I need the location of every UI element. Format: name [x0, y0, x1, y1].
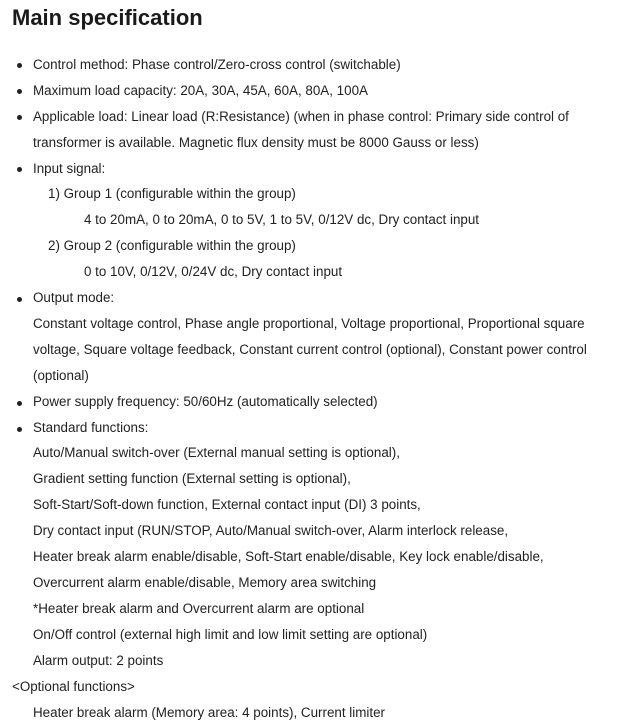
spec-standard-item: Soft-Start/Soft-down function, External contact input (DI) 3 points, [33, 497, 421, 512]
spec-output-mode-line3: (optional) [33, 368, 89, 383]
bullet-dot [17, 115, 22, 120]
spec-standard-item: On/Off control (external high limit and low limit setting are optional) [33, 627, 428, 642]
spec-group1-label: 1) Group 1 (configurable within the group) [48, 186, 296, 201]
spec-applicable-load: Applicable load: Linear load (R:Resistance) (when in phase control: Primary side control of [33, 109, 569, 124]
bullet-dot [17, 427, 22, 432]
bullet-dot [17, 401, 22, 406]
spec-output-mode-line1: Constant voltage control, Phase angle proportional, Voltage proportional, Proportional square [33, 316, 585, 331]
spec-optional-header: <Optional functions> [12, 679, 135, 694]
spec-standard-item: Gradient setting function (External setting is optional), [33, 471, 351, 486]
spec-power-frequency: Power supply frequency: 50/60Hz (automatically selected) [33, 394, 378, 409]
spec-applicable-load-cont: transformer is available. Magnetic flux density must be 8000 Gauss or less) [33, 135, 479, 150]
spec-control-method: Control method: Phase control/Zero-cross control (switchable) [33, 57, 401, 72]
spec-output-mode: Output mode: [33, 290, 115, 305]
spec-standard-item: Auto/Manual switch-over (External manual setting is optional), [33, 445, 400, 460]
bullet-dot [17, 167, 22, 172]
bullet-dot [17, 297, 22, 302]
spec-standard-item: Alarm output: 2 points [33, 653, 164, 668]
spec-standard-functions: Standard functions: [33, 420, 149, 435]
spec-standard-item: Dry contact input (RUN/STOP, Auto/Manual switch-over, Alarm interlock release, [33, 523, 509, 538]
page-title: Main specification [12, 5, 203, 30]
spec-optional-item: Heater break alarm (Memory area: 4 points), Current limiter [33, 705, 385, 720]
bullet-dot [17, 63, 22, 68]
spec-group1-values: 4 to 20mA, 0 to 20mA, 0 to 5V, 1 to 5V, 0/12V dc, Dry contact input [84, 212, 480, 227]
bullet-dot [17, 89, 22, 94]
spec-output-mode-line2: voltage, Square voltage feedback, Constant current control (optional), Constant power control [33, 342, 587, 357]
spec-standard-note: *Heater break alarm and Overcurrent alarm are optional [33, 601, 365, 616]
spec-max-load: Maximum load capacity: 20A, 30A, 45A, 60A, 80A, 100A [33, 83, 368, 98]
spec-input-signal: Input signal: [33, 161, 106, 176]
spec-standard-item: Heater break alarm enable/disable, Soft-Start enable/disable, Key lock enable/disable, [33, 549, 544, 564]
spec-standard-item: Overcurrent alarm enable/disable, Memory area switching [33, 575, 377, 590]
spec-group2-values: 0 to 10V, 0/12V, 0/24V dc, Dry contact input [84, 264, 343, 279]
spec-group2-label: 2) Group 2 (configurable within the group) [48, 238, 296, 253]
